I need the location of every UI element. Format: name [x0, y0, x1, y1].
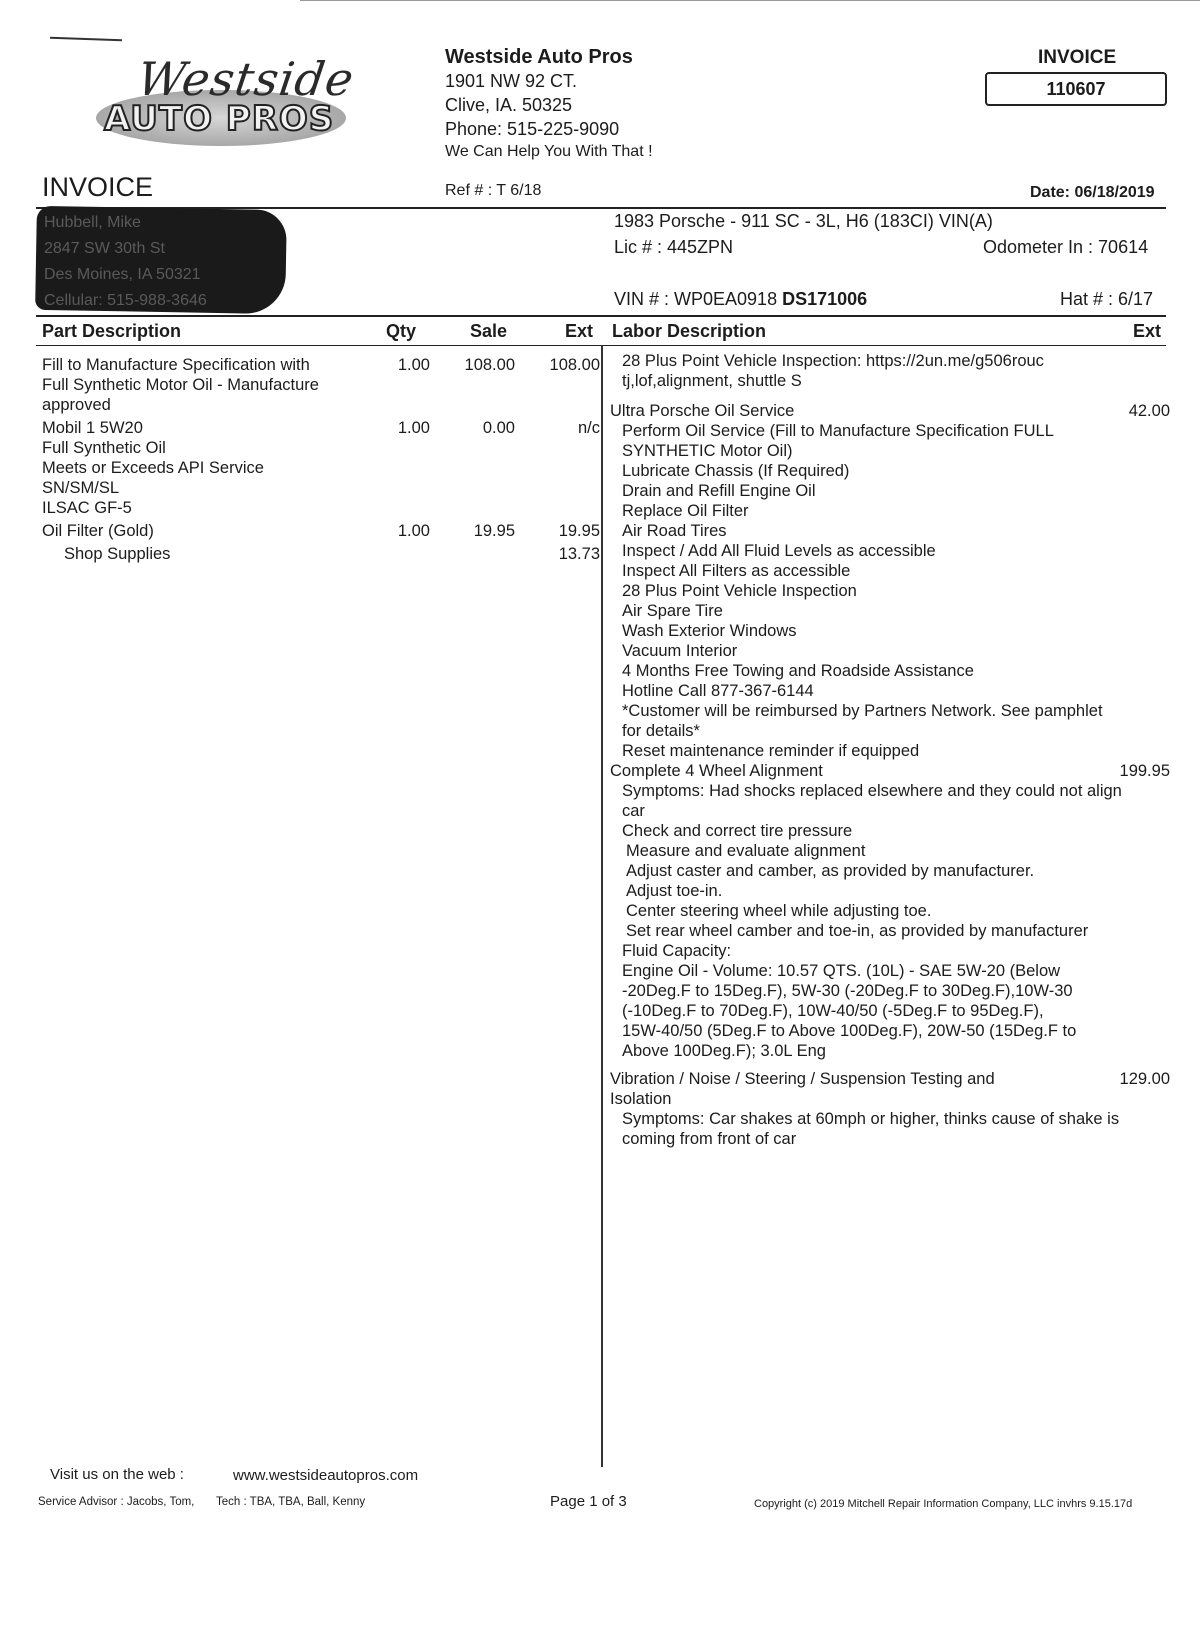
labor-line: Engine Oil - Volume: 10.57 QTS. (10L) - SAE 5W-20 (Below: [622, 962, 1061, 980]
labor-line: -20Deg.F to 15Deg.F), 5W-30 (-20Deg.F to 30Deg.F),10W-30: [622, 982, 1073, 1000]
labor-line: Adjust caster and camber, as provided by manufacturer.: [626, 862, 1035, 880]
customer-block: [44, 210, 207, 314]
technician: Tech : TBA, TBA, Ball, Kenny: [216, 1496, 366, 1508]
col-labor-description: Labor Description: [612, 321, 767, 341]
vehicle-odometer: Odometer In : 70614: [983, 237, 1149, 257]
labor-line: Wash Exterior Windows: [622, 622, 797, 640]
labor-line: tj,lof,alignment, shuttle S: [622, 372, 802, 390]
part-desc-line: Mobil 1 5W20: [42, 419, 143, 437]
invoice-heading: INVOICE: [42, 172, 154, 202]
invoice-date: Date: 06/18/2019: [1030, 184, 1155, 201]
labor-line: Adjust toe-in.: [626, 882, 723, 900]
labor-line: Air Road Tires: [622, 522, 727, 540]
labor-title: Complete 4 Wheel Alignment: [610, 762, 823, 780]
labor-title: 28 Plus Point Vehicle Inspection: https://2un.me/g506rouc: [622, 352, 1044, 370]
labor-line: Drain and Refill Engine Oil: [622, 482, 816, 500]
labor-line: car: [622, 802, 645, 820]
company-phone: Phone: 515-225-9090: [445, 119, 620, 139]
labor-line: Reset maintenance reminder if equipped: [622, 742, 920, 760]
labor-line: Measure and evaluate alignment: [626, 842, 866, 860]
customer-street: 2847 SW 30th St: [44, 240, 165, 257]
part-desc-line: ILSAC GF-5: [42, 499, 132, 517]
part-row: [42, 355, 602, 418]
labor-item: [610, 401, 1170, 761]
labor-line: Check and correct tire pressure: [622, 822, 853, 840]
labor-line: Lubricate Chassis (If Required): [622, 462, 850, 480]
scan-artifact-line: [50, 37, 122, 42]
visit-label: Visit us on the web :: [50, 1466, 184, 1483]
part-sale: 19.95: [473, 522, 515, 540]
labor-line: Perform Oil Service (Fill to Manufacture Specification FULL: [622, 422, 1054, 440]
vehicle-description: 1983 Porsche - 911 SC - 3L, H6 (183CI) VIN(A): [614, 211, 993, 231]
labor-line: Vacuum Interior: [622, 642, 738, 660]
ref-number: Ref # : T 6/18: [445, 182, 542, 199]
vin-suffix: DS171006: [782, 289, 868, 309]
labor-line: Symptoms: Car shakes at 60mph or higher, thinks cause of shake is: [622, 1110, 1120, 1128]
customer-name: Hubbell, Mike: [44, 214, 141, 231]
labor-line: Air Spare Tire: [622, 602, 723, 620]
company-slogan: We Can Help You With That !: [445, 143, 653, 160]
col-sale: Sale: [470, 321, 508, 341]
part-row: [42, 418, 602, 521]
part-desc-line: approved: [42, 396, 111, 414]
labor-line: Inspect All Filters as accessible: [622, 562, 851, 580]
labor-price: 129.00: [1119, 1070, 1170, 1088]
part-sale: 108.00: [464, 356, 515, 374]
col-labor-ext: Ext: [1133, 321, 1162, 341]
company-name: Westside Auto Pros: [445, 46, 633, 68]
labor-item: [610, 351, 1170, 391]
website-link[interactable]: www.westsideautopros.com: [233, 1467, 419, 1484]
labor-line: *Customer will be reimbursed by Partners Network. See pamphlet: [622, 702, 1103, 720]
columns-top-rule: [36, 315, 1166, 317]
vin-prefix: VIN # : WP0EA0918: [614, 289, 783, 309]
labor-line: Replace Oil Filter: [622, 502, 749, 520]
part-row: [42, 521, 602, 544]
labor-line: for details*: [622, 722, 700, 740]
labor-line: 15W-40/50 (5Deg.F to Above 100Deg.F), 20W-50 (15Deg.F to: [622, 1022, 1077, 1040]
col-qty: Qty: [386, 321, 417, 341]
part-desc-line: Full Synthetic Oil: [42, 439, 166, 457]
labor-line: 4 Months Free Towing and Roadside Assistance: [622, 662, 974, 680]
labor-line: Fluid Capacity:: [622, 942, 732, 960]
service-advisor: Service Advisor : Jacobs, Tom,: [38, 1496, 195, 1508]
page-number: Page 1 of 3: [550, 1493, 627, 1510]
part-ext: 108.00: [549, 356, 600, 374]
customer-phone: Cellular: 515-988-3646: [44, 292, 207, 309]
part-desc-line: SN/SM/SL: [42, 479, 120, 497]
labor-price: 199.95: [1119, 762, 1170, 780]
labor-price: 42.00: [1128, 402, 1170, 420]
labor-item: [610, 761, 1170, 1061]
labor-line: Inspect / Add All Fluid Levels as accessible: [622, 542, 936, 560]
part-qty: 1.00: [397, 419, 430, 437]
col-ext: Ext: [565, 321, 594, 341]
scan-edge-line: [300, 0, 1200, 1]
part-desc-line: Meets or Exceeds API Service: [42, 459, 264, 477]
part-qty: 1.00: [397, 522, 430, 540]
part-desc-line: Oil Filter (Gold): [42, 522, 154, 540]
labor-line: SYNTHETIC Motor Oil): [622, 442, 793, 460]
part-ext: 13.73: [558, 545, 600, 563]
hat-number: Hat # : 6/17: [1060, 289, 1154, 309]
labor-list: [610, 351, 1170, 1149]
company-address2: Clive, IA. 50325: [445, 95, 573, 115]
part-desc-line: Fill to Manufacture Specification with: [42, 356, 310, 374]
part-sale: 0.00: [482, 419, 515, 437]
part-row: [42, 544, 602, 566]
labor-title: Ultra Porsche Oil Service: [610, 402, 795, 420]
labor-line: Hotline Call 877-367-6144: [622, 682, 814, 700]
labor-line: Center steering wheel while adjusting toe.: [626, 902, 932, 920]
part-qty: 1.00: [397, 356, 430, 374]
vehicle-license: Lic # : 445ZPN: [614, 237, 734, 257]
part-ext: n/c: [577, 419, 600, 437]
vehicle-vin: [614, 289, 867, 310]
parts-list: [42, 355, 602, 566]
labor-line: Above 100Deg.F); 3.0L Eng: [622, 1042, 826, 1060]
logo-block-text: AUTO PROS: [104, 99, 335, 139]
labor-line: coming from front of car: [622, 1130, 797, 1148]
invoice-number: 110607: [985, 72, 1167, 106]
part-desc-line: Shop Supplies: [64, 545, 171, 563]
logo-script-text: Westside: [134, 52, 358, 106]
invoice-label: INVOICE: [1038, 47, 1117, 68]
part-ext: 19.95: [558, 522, 600, 540]
company-address1: 1901 NW 92 CT.: [445, 71, 578, 91]
customer-city: Des Moines, IA 50321: [44, 266, 201, 283]
part-desc-line: Full Synthetic Motor Oil - Manufacture: [42, 376, 319, 394]
labor-line: (-10Deg.F to 70Deg.F), 10W-40/50 (-5Deg.F to 95Deg.F),: [622, 1002, 1044, 1020]
labor-line: Symptoms: Had shocks replaced elsewhere and they could not align: [622, 782, 1122, 800]
labor-line: Set rear wheel camber and toe-in, as provided by manufacturer: [626, 922, 1089, 940]
copyright: Copyright (c) 2019 Mitchell Repair Information Company, LLC invhrs 9.15.17d: [754, 1498, 1133, 1510]
labor-item: [610, 1069, 1170, 1149]
labor-title-cont: Isolation: [610, 1090, 672, 1108]
col-part-description: Part Description: [42, 321, 182, 341]
labor-title: Vibration / Noise / Steering / Suspension Testing and: [610, 1070, 995, 1088]
labor-line: 28 Plus Point Vehicle Inspection: [622, 582, 857, 600]
